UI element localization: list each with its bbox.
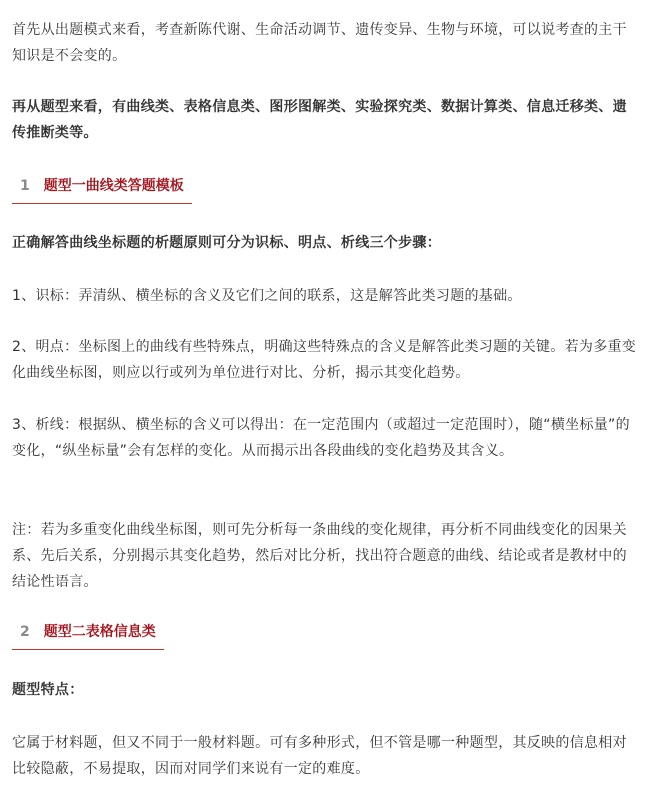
section-1-step-3: 3、析线：根据纵、横坐标的含义可以得出：在一定范围内（或超过一定范围时），随“横坐标量”的变化，“纵坐标量”会有怎样的变化。从而揭示出各段曲线的变化趋势及其含义。 — [12, 417, 630, 459]
section-2-body: 它属于材料题，但又不同于一般材料题。可有多种形式，但不管是哪一种题型，其反映的信息相对比较隐蔽，不易提取，因而对同学们来说有一定的难度。 — [12, 735, 627, 777]
section-1-step-2: 2、明点：坐标图上的曲线有些特殊点，明确这些特殊点的含义是解答此类习题的关键。若为多重变化曲线坐标图，则应以行或列为单位进行对比、分析，揭示其变化趋势。 — [12, 339, 637, 381]
section-1-number: 1 — [20, 178, 30, 194]
intro-paragraph-1: 首先从出题模式来看，考查新陈代谢、生命活动调节、遗传变异、生物与环境，可以说考查的主干知识是不会变的。 — [12, 22, 627, 64]
section-1-note: 注：若为多重变化曲线坐标图，则可先分析每一条曲线的变化规律，再分析不同曲线变化的因果关系、先后关系，分别揭示其变化趋势，然后对比分析，找出符合题意的曲线、结论或者是教材中的结论性语言。 — [12, 522, 627, 590]
section-1-title: 题型一曲线类答题模板 — [43, 178, 184, 194]
intro-paragraph-2: 再从题型来看，有曲线类、表格信息类、图形图解类、实验探究类、数据计算类、信息迁移类、遗传推断类等。 — [12, 99, 627, 141]
section-2-title: 题型二表格信息类 — [43, 624, 156, 640]
section-2-heading — [12, 620, 164, 650]
section-1-heading — [12, 174, 192, 204]
section-1-step-1: 1、识标：弄清纵、横坐标的含义及它们之间的联系，这是解答此类习题的基础。 — [12, 288, 522, 304]
section-2-number: 2 — [20, 624, 30, 640]
section-2-lead: 题型特点： — [12, 682, 84, 698]
section-1-lead: 正确解答曲线坐标题的析题原则可分为识标、明点、析线三个步骤： — [12, 235, 441, 251]
